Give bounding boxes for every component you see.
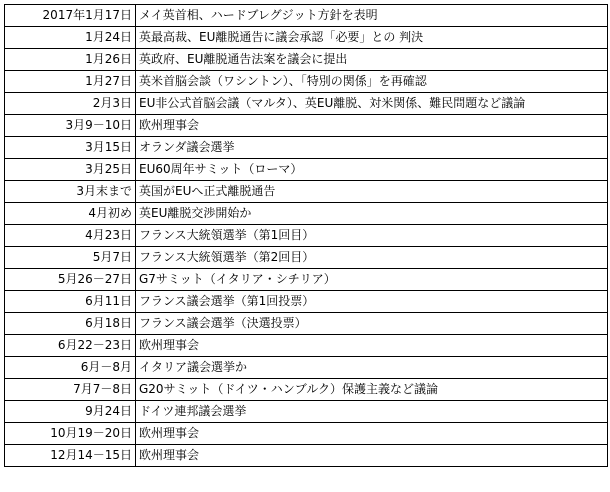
table-row	[5, 225, 608, 247]
event-cell: 欧州理事会	[136, 445, 608, 467]
table-row	[5, 5, 608, 27]
event-cell: オランダ議会選挙	[136, 137, 608, 159]
date-cell: 3月末まで	[5, 181, 136, 203]
date-cell: 2月3日	[5, 93, 136, 115]
date-cell: 9月24日	[5, 401, 136, 423]
table-row	[5, 379, 608, 401]
event-cell: フランス大統領選挙（第1回目）	[136, 225, 608, 247]
event-cell: 欧州理事会	[136, 335, 608, 357]
date-cell: 1月26日	[5, 49, 136, 71]
table-row	[5, 159, 608, 181]
date-cell: 1月24日	[5, 27, 136, 49]
table-row	[5, 291, 608, 313]
event-cell: 英米首脳会談（ワシントン）、「特別の関係」を再確認	[136, 71, 608, 93]
date-cell: 7月7－8日	[5, 379, 136, 401]
table-row	[5, 313, 608, 335]
date-cell: 6月11日	[5, 291, 136, 313]
event-cell: フランス議会選挙（第1回投票）	[136, 291, 608, 313]
event-cell: 英国がEUへ正式離脱通告	[136, 181, 608, 203]
date-cell: 6月18日	[5, 313, 136, 335]
table-row	[5, 181, 608, 203]
date-cell: 3月25日	[5, 159, 136, 181]
schedule-body	[5, 5, 608, 467]
date-cell: 4月23日	[5, 225, 136, 247]
table-row	[5, 269, 608, 291]
table-row	[5, 71, 608, 93]
event-cell: 欧州理事会	[136, 115, 608, 137]
table-row	[5, 247, 608, 269]
event-cell: フランス議会選挙（決選投票）	[136, 313, 608, 335]
event-cell: EU60周年サミット（ローマ）	[136, 159, 608, 181]
schedule-container	[4, 4, 608, 467]
event-cell: ドイツ連邦議会選挙	[136, 401, 608, 423]
event-cell: G20サミット（ドイツ・ハンブルク）保護主義など議論	[136, 379, 608, 401]
schedule-table	[4, 4, 608, 467]
table-row	[5, 137, 608, 159]
event-cell: 英最高裁、EU離脱通告に議会承認「必要」との 判決	[136, 27, 608, 49]
table-row	[5, 203, 608, 225]
date-cell: 3月9－10日	[5, 115, 136, 137]
table-row	[5, 423, 608, 445]
date-cell: 3月15日	[5, 137, 136, 159]
event-cell: EU非公式首脳会議（マルタ）、英EU離脱、対米関係、難民問題など議論	[136, 93, 608, 115]
event-cell: 英EU離脱交渉開始か	[136, 203, 608, 225]
event-cell: メイ英首相、ハードブレグジット方針を表明	[136, 5, 608, 27]
table-row	[5, 93, 608, 115]
table-row	[5, 335, 608, 357]
date-cell: 1月27日	[5, 71, 136, 93]
table-row	[5, 445, 608, 467]
date-cell: 5月7日	[5, 247, 136, 269]
event-cell: 欧州理事会	[136, 423, 608, 445]
event-cell: フランス大統領選挙（第2回目）	[136, 247, 608, 269]
event-cell: 英政府、EU離脱通告法案を議会に提出	[136, 49, 608, 71]
date-cell: 6月－8月	[5, 357, 136, 379]
date-cell: 2017年1月17日	[5, 5, 136, 27]
table-row	[5, 49, 608, 71]
event-cell: イタリア議会選挙か	[136, 357, 608, 379]
table-row	[5, 115, 608, 137]
date-cell: 5月26－27日	[5, 269, 136, 291]
table-row	[5, 401, 608, 423]
date-cell: 4月初め	[5, 203, 136, 225]
date-cell: 6月22－23日	[5, 335, 136, 357]
date-cell: 12月14－15日	[5, 445, 136, 467]
table-row	[5, 27, 608, 49]
date-cell: 10月19－20日	[5, 423, 136, 445]
table-row	[5, 357, 608, 379]
event-cell: G7サミット（イタリア・シチリア）	[136, 269, 608, 291]
